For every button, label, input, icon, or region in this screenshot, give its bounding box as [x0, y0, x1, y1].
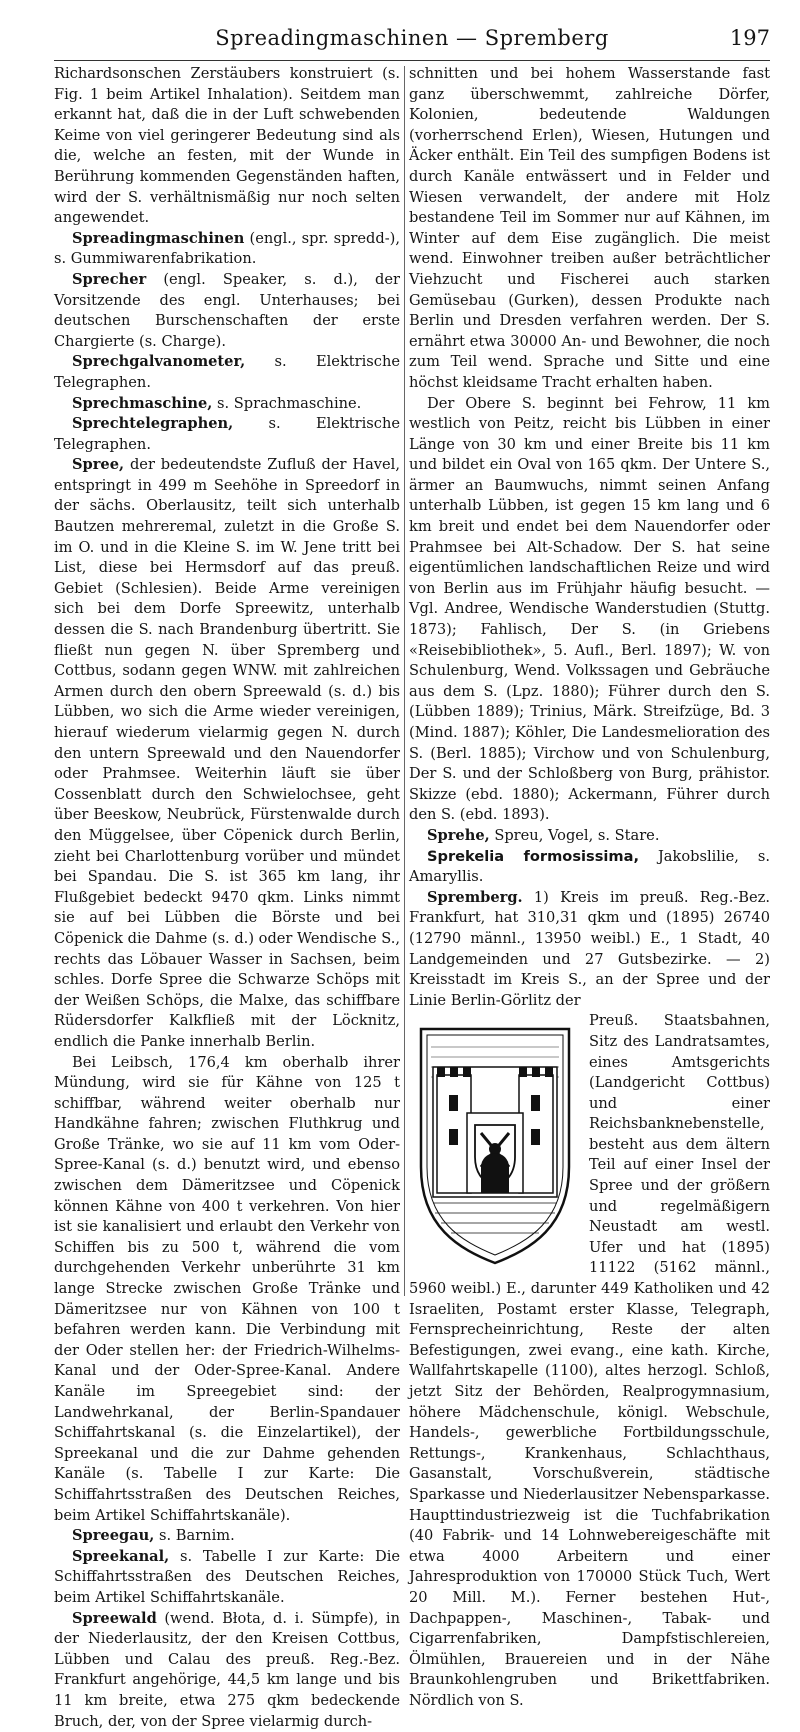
entry-paragraph	[409, 394, 770, 826]
dictionary-entry	[54, 270, 400, 352]
spremberg-text-continued: Preuß. Staatsbahnen, Sitz des Landratsamtes, eines Amtsgerichts (Landgericht Cottbus) und einer Reichsbanknebenstelle, besteht aus dem ältern Teil auf einer Insel der Spree und der größern und regelmäßigern Neustadt am westl. Ufer und hat (1895) 11122 (5162 männl., 5960 weibl.) E., darunter 449 Katholiken und 42 Israeliten, Postamt erster Klasse, Telegraph, Fernsprecheinrichtung, Reste der alten Befestigungen, zwei evang., eine kath. Kirche, Wallfahrtskapelle (1100), altes herzogl. Schloß, jetzt Sitz der Behörden, Realprogymnasium, höhere Mädchenschule, königl. Webschule, Handels-, gewerbliche Fortbildungsschule, Rettungs-, Krankenhaus, Schlachthaus, Gasanstalt, Vorschußverein, städtische Sparkasse und Niederlausitzer Nebensparkasse. Haupttindustriezweig ist die Tuchfabrikation (40 Fabrik- und 14 Lohnwebereigeschäfte mit etwa 4000 Arbeitern und einer Jahresproduktion von 170000 Stück Tuch, Wert 20 Mill. M.). Ferner bestehen Hut-, Dachpappen-, Maschinen-, Tabak- und Cigarrenfabriken, Dampfstischlereien, Ölmühlen, Brauereien und in der Nähe Braunkohlengruben und Brikettfabriken. Nördlich von S.	[409, 1012, 770, 1709]
entry-text: Der Obere S. beginnt bei Fehrow, 11 km westlich von Peitz, reicht bis Lübben in einer Länge von 30 km und einer Breite bis 11 km und bildet ein Oval von 165 qkm. Der Untere S., ärmer an Baumwuchs, nimmt seinen Anfang unterhalb Lübben, ist gegen 15 km lang und 6 km breit und endet bei dem Nauendorfer oder Prahmsee bei Alt-Schadow. Der S. hat seine eigentümlichen landschaftlichen Reize und wird von Berlin aus im Frühjahr häufig besucht. — Vgl. Andree, Wendische Wanderstudien (Stuttg. 1873); Fahlisch, Der S. (in Griebens «Reisebibliothek», 5. Aufl., Berl. 1897); W. von Schulenburg, Wend. Volkssagen und Gebräuche aus dem S. (Lpz. 1880); Führer durch den S. (Lübben 1889); Trinius, Märk. Streifzüge, Bd. 3 (Mind. 1887); Köhler, Die Landesmelioration des S. (Berl. 1885); Virchow und von Schulenburg, Der S. und der Schloßberg von Burg, prähistor. Skizze (ebd. 1880); Ackermann, Führer durch den S. (ebd. 1893).	[409, 394, 770, 824]
right-column-upper-entries	[409, 64, 770, 1011]
entry-paragraph	[54, 1053, 400, 1527]
dictionary-entry	[54, 414, 400, 455]
entry-text: s. Elektrische Telegraphen.	[54, 415, 400, 453]
entry-headword: Spreewald	[72, 1609, 157, 1627]
dictionary-entry	[409, 888, 770, 1012]
dictionary-entry	[409, 847, 770, 888]
spremberg-continuation	[409, 1011, 770, 1711]
dictionary-entry	[54, 394, 400, 415]
entry-text: Spreu, Vogel, s. Stare.	[489, 826, 660, 844]
page-number: 197	[729, 26, 770, 50]
entry-headword: Sprechtelegraphen,	[72, 415, 234, 433]
spremberg-coat-of-arms	[411, 1017, 579, 1267]
entry-headword: Sprekelia formosissima,	[427, 847, 639, 865]
entry-text: der bedeutendste Zufluß der Havel, entspringt in 499 m Seehöhe in Spreedorf in der sächs. Oberlausitz, teilt sich unterhalb Bautzen mehreremal, zuletzt in die Große S. im O. und in die Kleine S. im W. Jene tritt bei List, diese bei Hermsdorf auf das preuß. Gebiet (Schlesien). Beide Arme vereinigen sich bei dem Dorfe Spreewitz, unterhalb dessen die S. nach Brandenburg übertritt. Sie fließt nun gegen N. über Spremberg und Cottbus, sodann gegen WNW. mit zahlreichen Armen durch den obern Spreewald (s. d.) bis Lübben, wo sich die Arme wieder vereinigen, hierauf wiederum vielarmig gegen N. durch den untern Spreewald und den Nauendorfer oder Prahmsee. Weiterhin läuft sie über Cossenblatt durch den Schwielochsee, geht über Beeskow, Neubrück, Fürstenwalde durch den Müggelsee, über Cöpenick durch Berlin, zieht bei Charlottenburg vorüber und mündet bei Spandau. Die S. ist 365 km lang, ihr Flußgebiet bedeckt 9470 qkm. Links nimmt sie auf bei Lübben die Börste und bei Cöpenick die Dahme (s. d.) oder Wendische S., rechts das Löbauer Wasser in Sachsen, beim schles. Dorfe Spree die Schwarze Schöps mit der Weißen Schöps, die Malxe, das schiffbare Rüdersdorfer Kalkfließ mit der Löcknitz, endlich die Panke innerhalb Berlin.	[54, 456, 400, 1050]
entry-headword: Spremberg.	[427, 888, 523, 906]
entry-headword: Spreegau,	[72, 1527, 155, 1545]
dictionary-entry	[54, 1526, 400, 1547]
entry-headword: Spreadingmaschinen	[72, 229, 245, 247]
header-rule	[54, 60, 770, 61]
entry-headword: Sprehe,	[427, 826, 490, 844]
dictionary-entry	[54, 352, 400, 393]
entry-text: Richardsonschen Zerstäubers konstruiert (s. Fig. 1 beim Artikel Inhalation). Seitdem man erkannt hat, daß die in der Luft schwebenden Keime von viel geringerer Bedeutung sind als die, welche an festen, mit der Wunde in Berührung kommenden Gegenständen haften, wird der S. verhältnismäßig nur noch selten angewendet.	[54, 65, 400, 227]
entry-headword: Spree,	[72, 456, 125, 474]
entry-text: s. Barnim.	[154, 1527, 235, 1545]
dictionary-entry	[409, 826, 770, 847]
entry-headword: Sprechmaschine,	[72, 394, 213, 412]
right-column	[409, 64, 770, 1712]
entry-text: s. Elektrische Telegraphen.	[54, 353, 400, 391]
dictionary-entry	[54, 229, 400, 270]
entry-headword: Spreekanal,	[72, 1547, 170, 1565]
entry-text: (wend. Błota, d. i. Sümpfe), in der Niederlausitz, der den Kreisen Cottbus, Lübben und Calau des preuß. Reg.-Bez. Frankfurt angehörige, 44,5 km lange und bis 11 km breite, etwa 275 qkm bedeckende Bruch, der, von der Spree vielarmig durch-	[54, 1609, 400, 1730]
entry-headword: Sprechgalvanometer,	[72, 353, 246, 371]
entry-text: (engl., spr. spredd-), s. Gummiwarenfabrikation.	[54, 229, 400, 268]
entry-text: Bei Leibsch, 176,4 km oberhalb ihrer Mündung, wird sie für Kähne von 125 t schiffbar, während weiter oberhalb nur Handkähne fahren; zwischen Fluthkrug und Große Tränke, wo sie auf 11 km vom Oder-Spree-Kanal (s. d.) benutzt wird, und ebenso zwischen dem Dämeritzsee und Cöpenick können Kähne von 400 t verkehren. Von hier ist sie kanalisiert und erlaubt den Verkehr von Schiffen bis zu 500 t, während die vom durchgehenden Verkehr unberührte 31 km lange Strecke zwischen Große Tränke und Dämeritzsee nur von Kähnen von 100 t befahren werden kann. Die Verbindung mit der Oder stellen her: der Friedrich-Wilhelms-Kanal und der Oder-Spree-Kanal. Andere Kanäle im Spreegebiet sind: der Landwehrkanal, der Berlin-Spandauer Schiffahrtskanal (s. die Einzelartikel), der Spreekanal und die zur Dahme gehenden Kanäle (s. Tabelle I zur Karte: Die Schiffahrtsstraßen des Deutschen Reiches, beim Artikel Schiffahrtskanäle).	[54, 1053, 400, 1524]
entry-text: Jakobslilie, s. Amaryllis.	[409, 847, 770, 886]
entry-headword: Sprecher	[72, 270, 147, 288]
dictionary-entry	[54, 1609, 400, 1732]
dictionary-entry	[54, 1547, 400, 1609]
continued-text	[54, 64, 400, 229]
entry-text: s. Tabelle I zur Karte: Die Schiffahrtsstraßen des Deutschen Reiches, beim Artikel Schiffahrtskanäle.	[54, 1547, 400, 1606]
left-column	[54, 64, 400, 1732]
entry-text: (engl. Speaker, s. d.), der Vorsitzende des engl. Unterhauses; bei deutschen Burschenschaften der erste Chargierte (s. Charge).	[54, 270, 400, 350]
coat-of-arms-image	[411, 1017, 579, 1267]
column-divider	[404, 66, 405, 1296]
continued-text	[409, 64, 770, 394]
entry-text: s. Sprachmaschine.	[212, 394, 362, 412]
dictionary-entry	[54, 455, 400, 1052]
entry-text: 1) Kreis im preuß. Reg.-Bez. Frankfurt, hat 310,31 qkm und (1895) 26740 (12790 männl., 13950 weibl.) E., 1 Stadt, 40 Landgemeinden und 27 Gutsbezirke. — 2) Kreisstadt im Kreis S., an der Spree und der Linie Berlin-Görlitz der	[409, 888, 770, 1009]
running-title: Spreadingmaschinen — Spremberg	[215, 26, 609, 50]
running-header	[54, 26, 770, 60]
entry-text: schnitten und bei hohem Wasserstande fast ganz überschwemmt, zahlreiche Dörfer, Kolonien, bedeutende Waldungen (vorherrschend Erlen), Wiesen, Hutungen und Äcker enthält. Ein Teil des sumpfigen Bodens ist durch Kanäle entwässert und in Felder und Wiesen verwandelt, der andere mit Holz bestandene Teil im Sommer nur auf Kähnen, im Winter auf dem Eise zugänglich. Die meist wend. Einwohner treiben außer beträchtlicher Viehzucht und Fischerei auch starken Gemüsebau (Gurken), dessen Produkte nach Berlin und Dresden verfahren werden. Der S. ernährt etwa 30000 An- und Bewohner, die noch zum Teil wend. Sprache und Sitte und eine höchst kleidsame Tracht erhalten haben.	[409, 65, 770, 391]
